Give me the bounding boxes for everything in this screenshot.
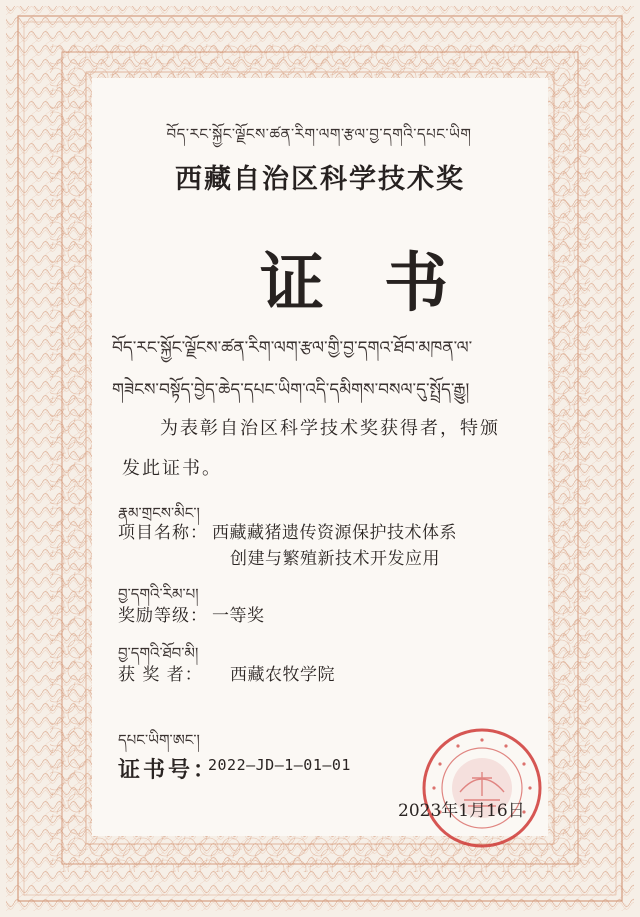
intro-tibetan-line-1: བོད་རང་སྐྱོང་ལྗོངས་ཚན་རིག་ལག་རྩལ་གྱི་བྱ་དགའ་ཐོབ་མཁན་ལ་ [112, 338, 473, 358]
project-label: 项目名称： [118, 523, 208, 543]
project-label-tibetan: རྣམ་གྲངས་མིང་། [118, 504, 200, 522]
intro-line-2: 发此证书。 [122, 458, 222, 479]
intro-line-1: 为表彰自治区科学技术奖获得者，特颁 [160, 418, 500, 439]
certificate-number-value: 2022—JD—1—01—01 [208, 756, 351, 774]
certificate-number-label-tibetan: དཔང་ཡིག་ཨང་། [118, 731, 200, 749]
winner-value: 西藏农牧学院 [230, 665, 335, 685]
title-tibetan: བོད་རང་སྐྱོང་ལྗོངས་ཚན་རིག་ལག་རྩལ་བྱ་དགའི་དཔང་ཡིག [166, 125, 472, 143]
issue-date: 2023年1月16日 [398, 801, 525, 821]
award-title: 西藏自治区科学技术奖 [175, 164, 465, 195]
certificate-heading: 证书 [260, 247, 508, 321]
project-value-line-2: 创建与繁殖新技术开发应用 [230, 549, 440, 569]
level-label-tibetan: བྱ་དགའི་རིམ་པ། [118, 585, 199, 603]
level-value: 一等奖 [212, 606, 265, 626]
winner-label-tibetan: བྱ་དགའི་ཐོབ་མི། [118, 644, 199, 662]
intro-tibetan-line-2: གཟེངས་བསྟོད་བྱེད་ཆེད་དཔང་ཡིག་འདི་དམིགས་བསལ་དུ་སྤྲོད་རྒྱུ། [112, 380, 470, 400]
level-label: 奖励等级： [118, 606, 208, 626]
certificate-number-label: 证书号： [118, 758, 219, 783]
winner-label: 获 奖 者： [118, 665, 203, 685]
official-seal [420, 726, 544, 850]
project-value-line-1: 西藏藏猪遗传资源保护技术体系 [212, 523, 457, 543]
